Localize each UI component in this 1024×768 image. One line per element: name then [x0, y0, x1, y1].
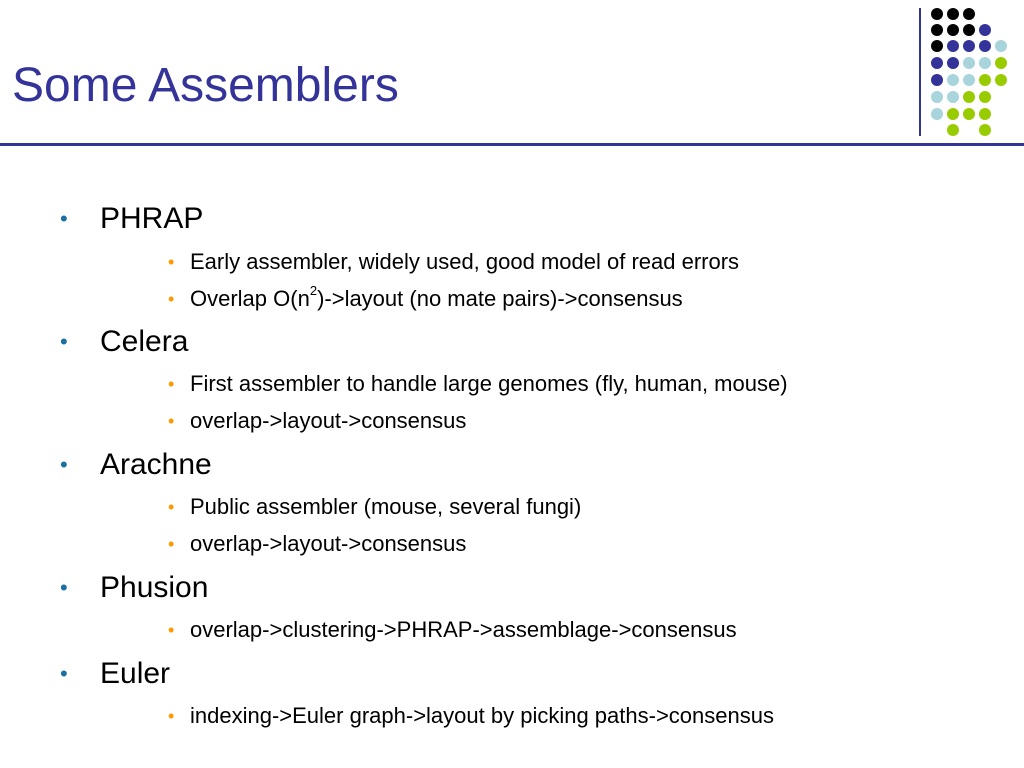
bullet-icon: •	[60, 575, 68, 600]
bullet-icon: •	[60, 329, 68, 354]
list-item-label: Phusion	[100, 571, 209, 604]
sub-item-label-pre: Overlap O(n	[190, 286, 310, 311]
sub-item-label-post: )->layout (no mate pairs)->consensus	[317, 286, 683, 311]
sub-item-label: Early assembler, widely used, good model of read errors	[190, 249, 740, 274]
sub-item-label: Public assembler (mouse, several fungi)	[190, 494, 582, 519]
bullet-icon: •	[60, 452, 68, 477]
sub-item-label: First assembler to handle large genomes (fly, human, mouse)	[190, 371, 788, 396]
sub-bullet-icon: •	[168, 534, 175, 554]
list-item-label: Celera	[100, 325, 189, 358]
sub-item-label: overlap->clustering->PHRAP->assemblage->consensus	[190, 617, 737, 642]
sub-bullet-icon: •	[168, 289, 175, 309]
list-item-label: Arachne	[100, 448, 212, 481]
sub-bullet-icon: •	[168, 620, 175, 640]
bullet-icon: •	[60, 661, 68, 686]
sub-bullet-icon: •	[168, 411, 175, 431]
sub-bullet-icon: •	[168, 252, 175, 272]
sub-bullet-icon: •	[168, 497, 175, 517]
sub-item-label	[190, 282, 683, 312]
slide-title: Some Assemblers	[12, 59, 399, 112]
sub-item-label: indexing->Euler graph->layout by picking paths->consensus	[190, 703, 774, 728]
sub-bullet-icon: •	[168, 374, 175, 394]
sub-bullet-icon: •	[168, 706, 175, 726]
sub-item-label: overlap->layout->consensus	[190, 531, 467, 556]
list-item-label: PHRAP	[100, 202, 204, 235]
superscript: 2	[309, 282, 318, 298]
bullet-icon: •	[60, 206, 68, 231]
list-item-label: Euler	[100, 657, 171, 690]
sub-item-label: overlap->layout->consensus	[190, 408, 467, 433]
